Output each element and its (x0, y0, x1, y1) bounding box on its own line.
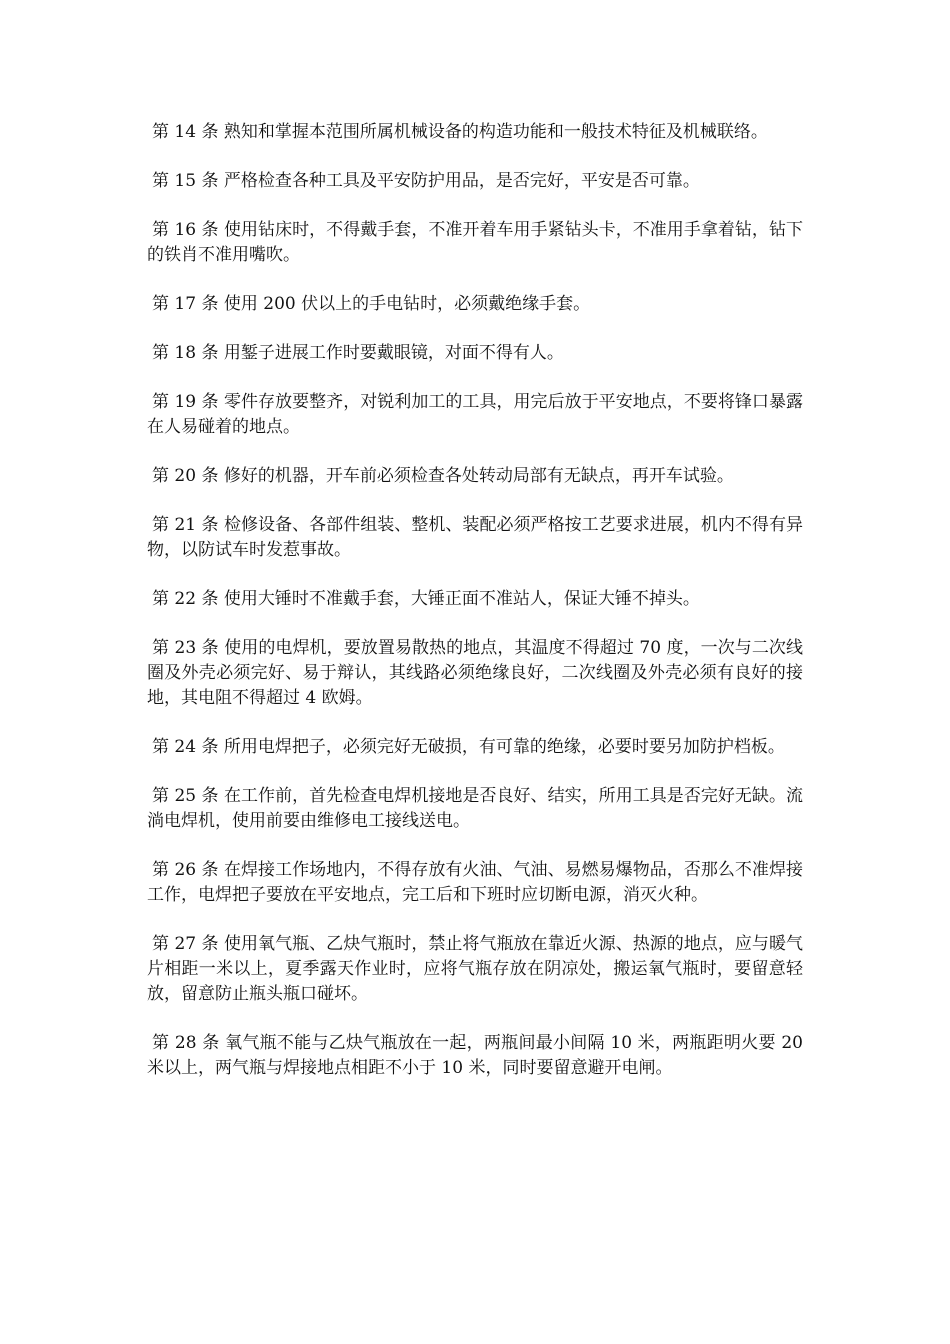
article-28: 第 28 条 氧气瓶不能与乙炔气瓶放在一起，两瓶间最小间隔 10 米，两瓶距明火要 20 米以上，两气瓶与焊接地点相距不小于 10 米，同时要留意避开电闸。 (147, 1033, 803, 1078)
article-15: 第 15 条 严格检查各种工具及平安防护用品，是否完好，平安是否可靠。 (152, 171, 700, 191)
article-23: 第 23 条 使用的电焊机，要放置易散热的地点，其温度不得超过 70 度，一次与二次线圈及外壳必须完好、易于辩认，其线路必须绝缘良好，二次线圈及外壳必须有良好的接地，其电阻不得超过 4 欧姆。 (147, 638, 803, 708)
article-26: 第 26 条 在焊接工作场地内，不得存放有火油、气油、易燃易爆物品，否那么不准焊接工作，电焊把子要放在平安地点，完工后和下班时应切断电源，消灭火种。 (147, 860, 803, 905)
article-22: 第 22 条 使用大锤时不准戴手套，大锤正面不准站人，保证大锤不掉头。 (152, 589, 700, 609)
article-24: 第 24 条 所用电焊把子，必须完好无破损，有可靠的绝缘，必要时要另加防护档板。 (152, 737, 785, 757)
article-16: 第 16 条 使用钻床时，不得戴手套，不准开着车用手紧钻头卡，不准用手拿着钻，钻下的铁肖不准用嘴吹。 (147, 220, 803, 265)
article-25: 第 25 条 在工作前，首先检查电焊机接地是否良好、结实，所用工具是否完好无缺。流淌电焊机，使用前要由维修电工接线送电。 (147, 786, 803, 831)
article-27: 第 27 条 使用氧气瓶、乙炔气瓶时，禁止将气瓶放在靠近火源、热源的地点，应与暖气片相距一米以上，夏季露天作业时，应将气瓶存放在阴凉处，搬运氧气瓶时，要留意轻放，留意防止瓶头瓶口碰坏。 (147, 934, 803, 1004)
article-19: 第 19 条 零件存放要整齐，对锐利加工的工具，用完后放于平安地点，不要将锋口暴露在人易碰着的地点。 (147, 392, 803, 437)
article-18: 第 18 条 用錾子进展工作时要戴眼镜，对面不得有人。 (152, 343, 564, 363)
article-17: 第 17 条 使用 200 伏以上的手电钻时，必须戴绝缘手套。 (152, 294, 591, 314)
article-21: 第 21 条 检修设备、各部件组装、整机、装配必须严格按工艺要求进展，机内不得有异物，以防试车时发惹事故。 (147, 515, 803, 560)
article-20: 第 20 条 修好的机器，开车前必须检查各处转动局部有无缺点，再开车试验。 (152, 466, 734, 486)
article-14: 第 14 条 熟知和掌握本范围所属机械设备的构造功能和一般技术特征及机械联络。 (152, 122, 768, 142)
document-body (147, 120, 803, 1105)
